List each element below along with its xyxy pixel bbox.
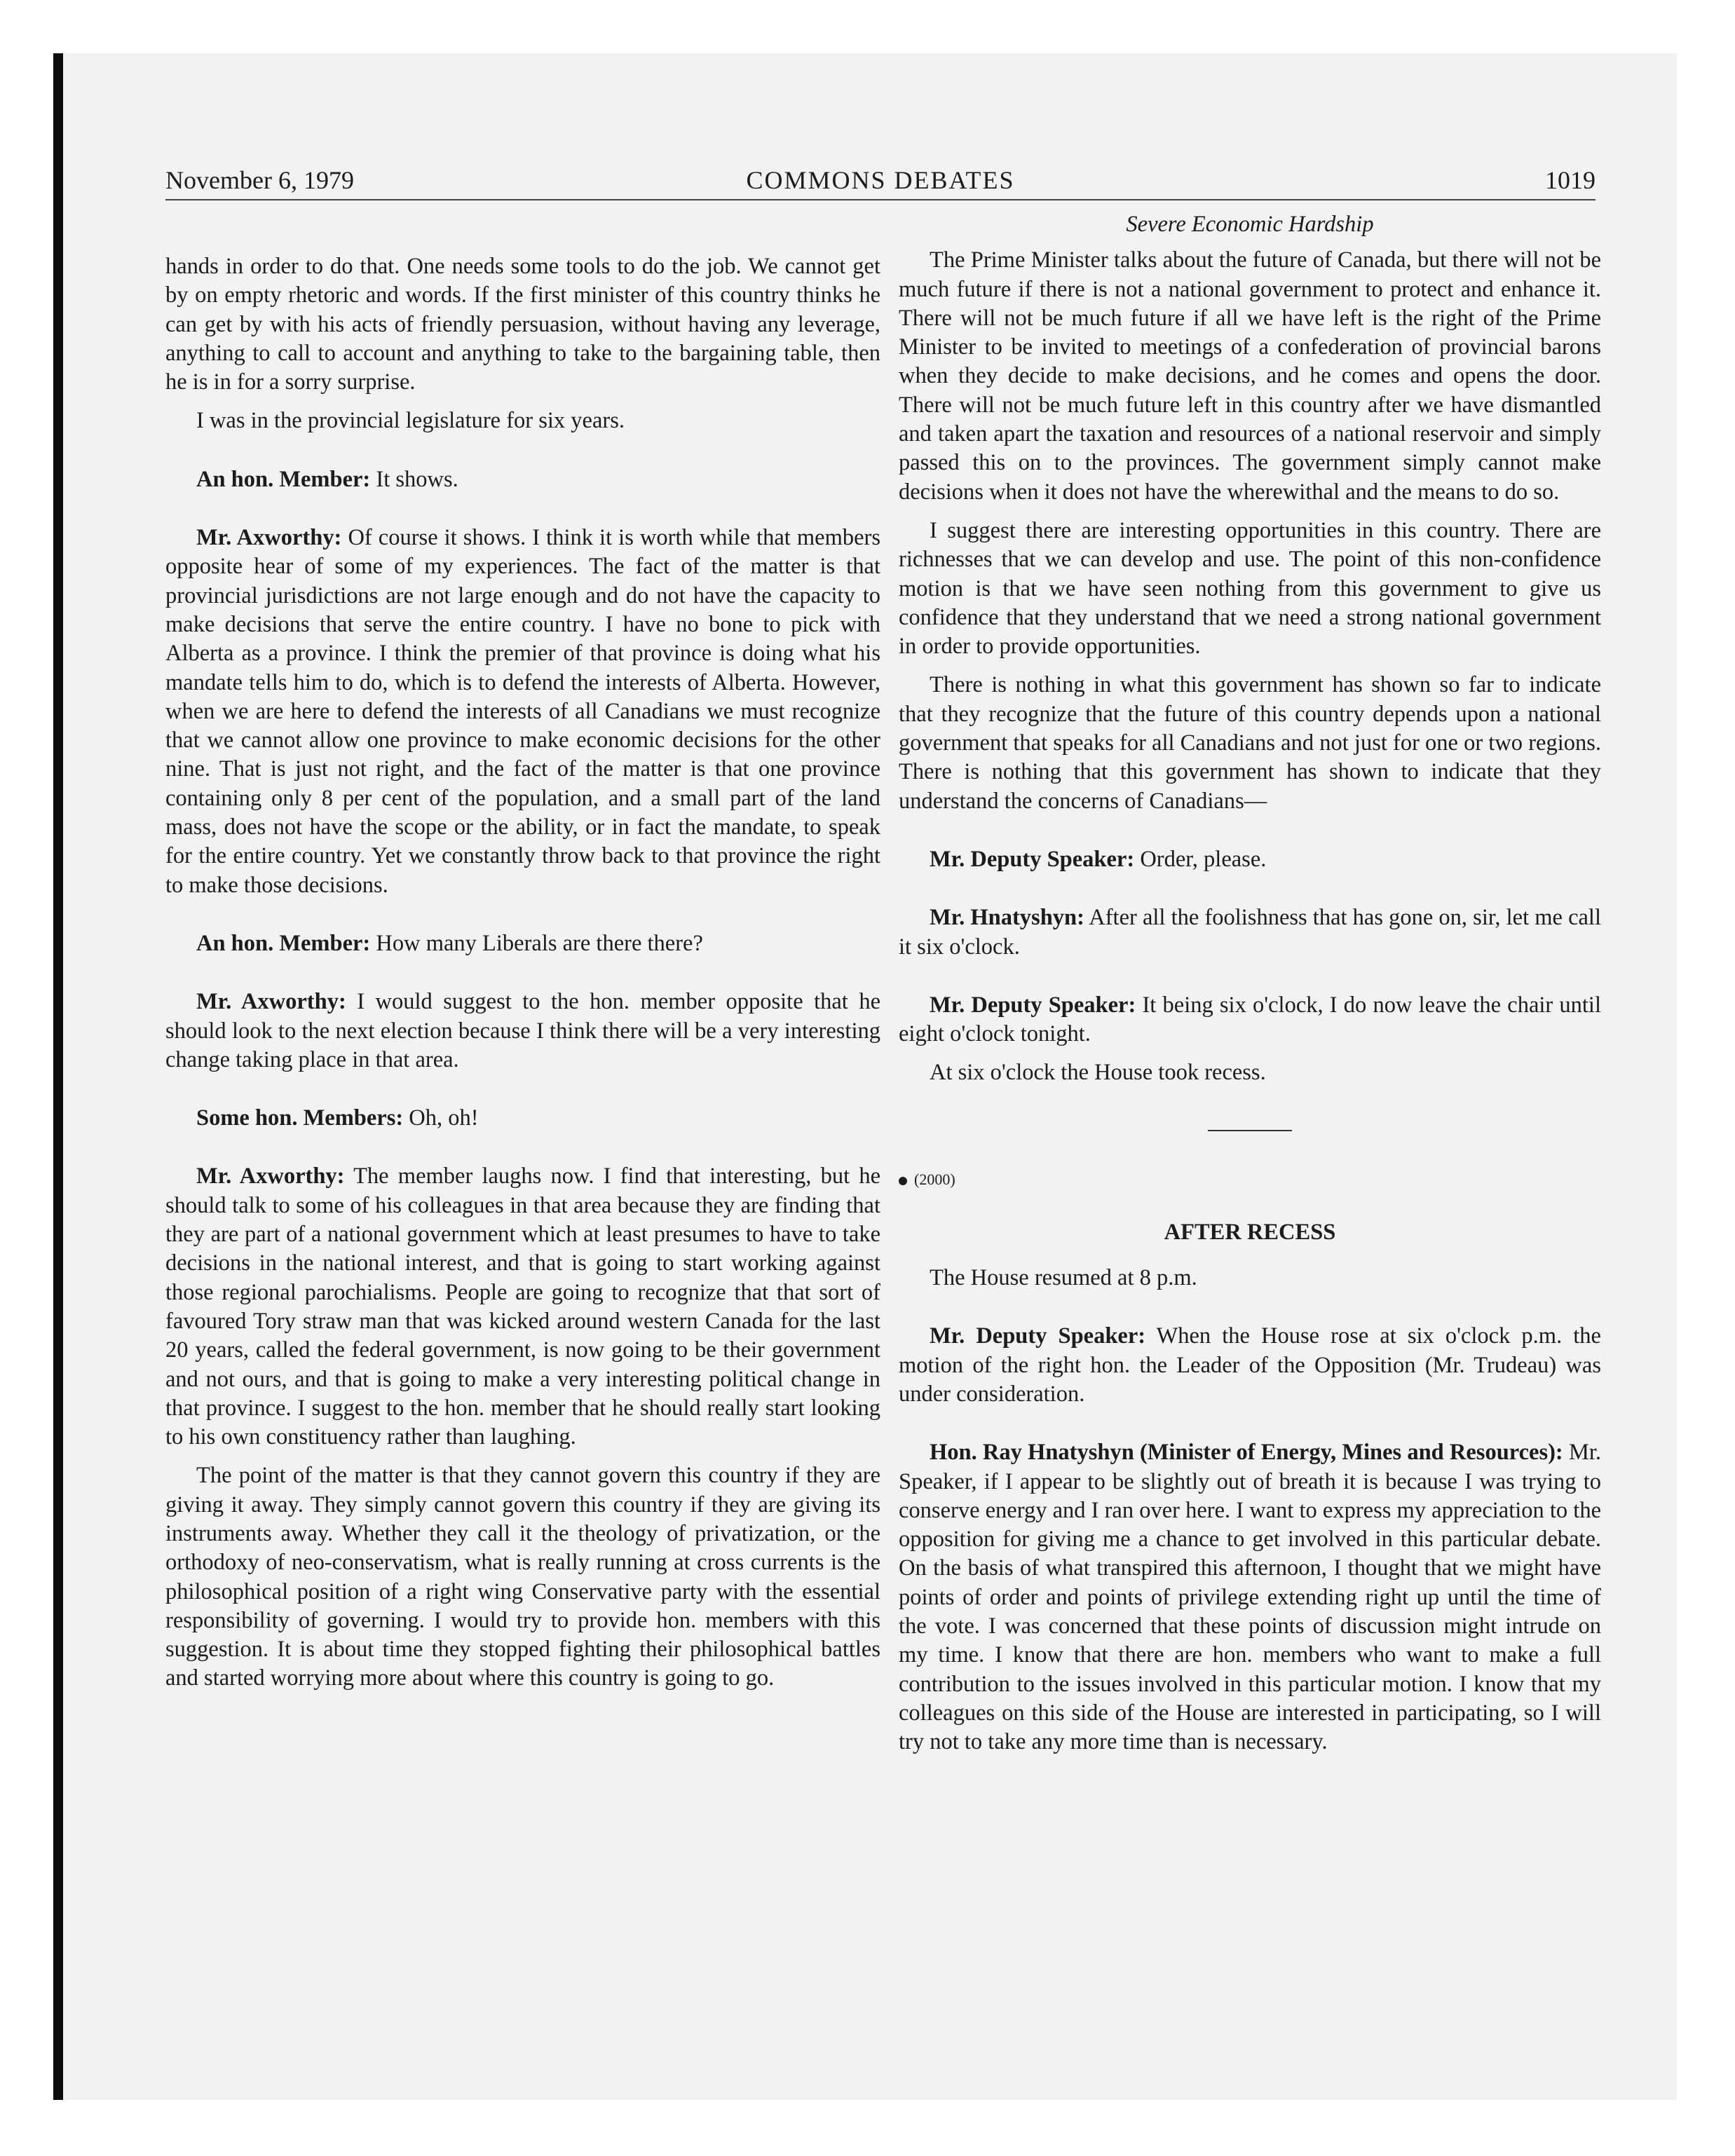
speaker-name: Some hon. Members: [196, 1105, 404, 1131]
time-marker-label: (2000) [914, 1170, 955, 1188]
speech [899, 1322, 1601, 1409]
speech [165, 1162, 880, 1452]
speech-text: Mr. Speaker, if I appear to be slightly out of breath it is because I was trying to conserve energy and I ran over here. I want to express my appreciation to the opposition for giving me a chance to get involved in this particular debate. On the basis of what transpired this afternoon, I thought that we might have points of order and points of privilege extending right up until the time of the vote. I was concerned that these points of discussion might intrude on my time. I know that there are hon. members who want to make a full contribution to the issues involved in this particular motion. I know that my colleagues on this side of the House are interested in participating, so I will try not to take any more time than is necessary. [899, 1440, 1601, 1755]
speech-text: It shows. [376, 466, 458, 492]
speech-text: I would suggest to the hon. member opposite that he should look to the next election because I think there will be a very interesting change taking place in that area. [165, 989, 880, 1072]
speaker-name: Mr. Deputy Speaker: [930, 1323, 1146, 1349]
speech [165, 524, 880, 900]
speech-text: The member laughs now. I find that interesting, but he should talk to some of his colleagues in that area because they are finding that they are part of a national government which at least presumes to have to take decisions in the national interest, and that is going to start working against those regional parochialisms. People are going to recognize that that sort of favoured Tory straw man that was kicked around western Canada for the last 20 years, called the federal government, is now going to be their government and not ours, and that is going to make a very interesting political change in that province. I suggest to the hon. member that he should really start looking to his own constituency rather than laughing. [165, 1164, 880, 1450]
speaker-name: Mr. Axworthy: [196, 525, 342, 551]
paragraph: At six o'clock the House took recess. [930, 1060, 1266, 1086]
paragraph: There is nothing in what this government has shown so far to indicate that they recognize that the future of this country depends upon a national government that speaks for all Canadians and not just for one or two regions. There is nothing that this government has shown to indicate that they understand the concerns of Canadians— [899, 672, 1601, 814]
speech [899, 991, 1601, 1049]
speech-text: It being six o'clock, I do now leave the chair until eight o'clock tonight. [899, 992, 1601, 1047]
speaker-name: An hon. Member: [196, 930, 371, 956]
page-number: 1019 [1545, 166, 1595, 194]
speech [165, 988, 880, 1074]
right-column [899, 210, 1601, 1756]
binding-edge [53, 53, 63, 2100]
speech-text: After all the foolishness that has gone on, sir, let me call it six o'clock. [899, 905, 1601, 960]
speech-text: How many Liberals are there there? [376, 930, 703, 956]
paragraph: The point of the matter is that they cannot govern this country if they are giving it away. They simply cannot govern this country if they are giving its instruments away. Whether they call it the theology of privatization, or the orthodoxy of neo-conservatism, what is really running at cross currents is the philosophical position of a right wing Conservative party with the essential responsibility of governing. I would try to provide hon. members with this suggestion. It is about time they stopped fighting their philosophical battles and started worrying more about where this country is going to go. [165, 1463, 880, 1691]
header-title: COMMONS DEBATES [746, 166, 1015, 194]
section-divider [1208, 1130, 1292, 1131]
paragraph: hands in order to do that. One needs some tools to do the job. We cannot get by on empty rhetoric and words. If the first minister of this country thinks he can get by with his acts of friendly persuasion, without having any leverage, anything to call to account and anything to take to the bargaining table, then he is in for a sorry surprise. [165, 254, 880, 395]
speech [899, 1438, 1601, 1756]
speaker-name: Mr. Hnatyshyn: [930, 905, 1084, 931]
recess-heading: AFTER RECESS [1164, 1219, 1336, 1245]
section-heading: Severe Economic Hardship [1126, 212, 1374, 237]
time-marker [899, 1169, 1601, 1190]
page-header [165, 156, 1595, 200]
speech [165, 929, 880, 958]
speech-text: Order, please. [1140, 846, 1267, 872]
paragraph: I was in the provincial legislature for six years. [196, 408, 625, 434]
speech [165, 465, 880, 494]
speaker-name: Mr. Deputy Speaker: [930, 992, 1136, 1018]
paragraph: I suggest there are interesting opportunities in this country. There are richnesses that we can develop and use. The point of this non-confidence motion is that we have seen nothing from this government to give us confidence that they understand that we need a strong national government in order to provide opportunities. [899, 517, 1601, 660]
speech-text: When the House rose at six o'clock p.m. the motion of the right hon. the Leader of the Opposition (Mr. Trudeau) was under consideration. [899, 1323, 1601, 1407]
speech [165, 1104, 880, 1133]
speech [899, 845, 1601, 874]
paragraph: The Prime Minister talks about the future of Canada, but there will not be much future if there is not a national government to protect and enhance it. There will not be much future if all we have left is the right of the Prime Minister to be invited to meetings of a confederation of provincial barons when they decide to make decisions, and he comes and opens the door. There will not be much future left in this country after we have dismantled and taken apart the taxation and resources of a national reservoir and simply passed this on to the provinces. The government simply cannot make decisions when it does not have the wherewithal and the means to do so. [899, 247, 1601, 505]
speaker-name: Mr. Axworthy: [196, 1164, 345, 1189]
speaker-name: Mr. Deputy Speaker: [930, 846, 1135, 872]
speaker-name: An hon. Member: [196, 466, 371, 492]
speech [899, 903, 1601, 962]
speaker-name: Mr. Axworthy: [196, 989, 346, 1015]
header-date: November 6, 1979 [165, 166, 354, 194]
paragraph: The House resumed at 8 p.m. [930, 1265, 1197, 1291]
speaker-name: Hon. Ray Hnatyshyn (Minister of Energy, Mines and Resources): [930, 1440, 1563, 1466]
speech-text: Of course it shows. I think it is worth while that members opposite hear of some of my experiences. The fact of the matter is that provincial jurisdictions are not large enough and do not have the capacity to make decisions that serve the entire country. I have no bone to pick with Alberta as a province. I think the premier of that province is doing what his mandate tells him to do, which is to defend the interests of Alberta. However, when we are here to defend the interests of all Canadians we must recognize that we cannot allow one province to make economic decisions for the other nine. That is just not right, and the fact of the matter is that one province containing only 8 per cent of the population, and a small part of the land mass, does not have the scope or the ability, or in fact the mandate, to speak for the entire country. Yet we constantly throw back to that province the right to make those decisions. [165, 525, 881, 898]
speech-text: Oh, oh! [409, 1105, 479, 1131]
left-column [165, 252, 880, 1693]
bullet-icon [899, 1177, 907, 1185]
